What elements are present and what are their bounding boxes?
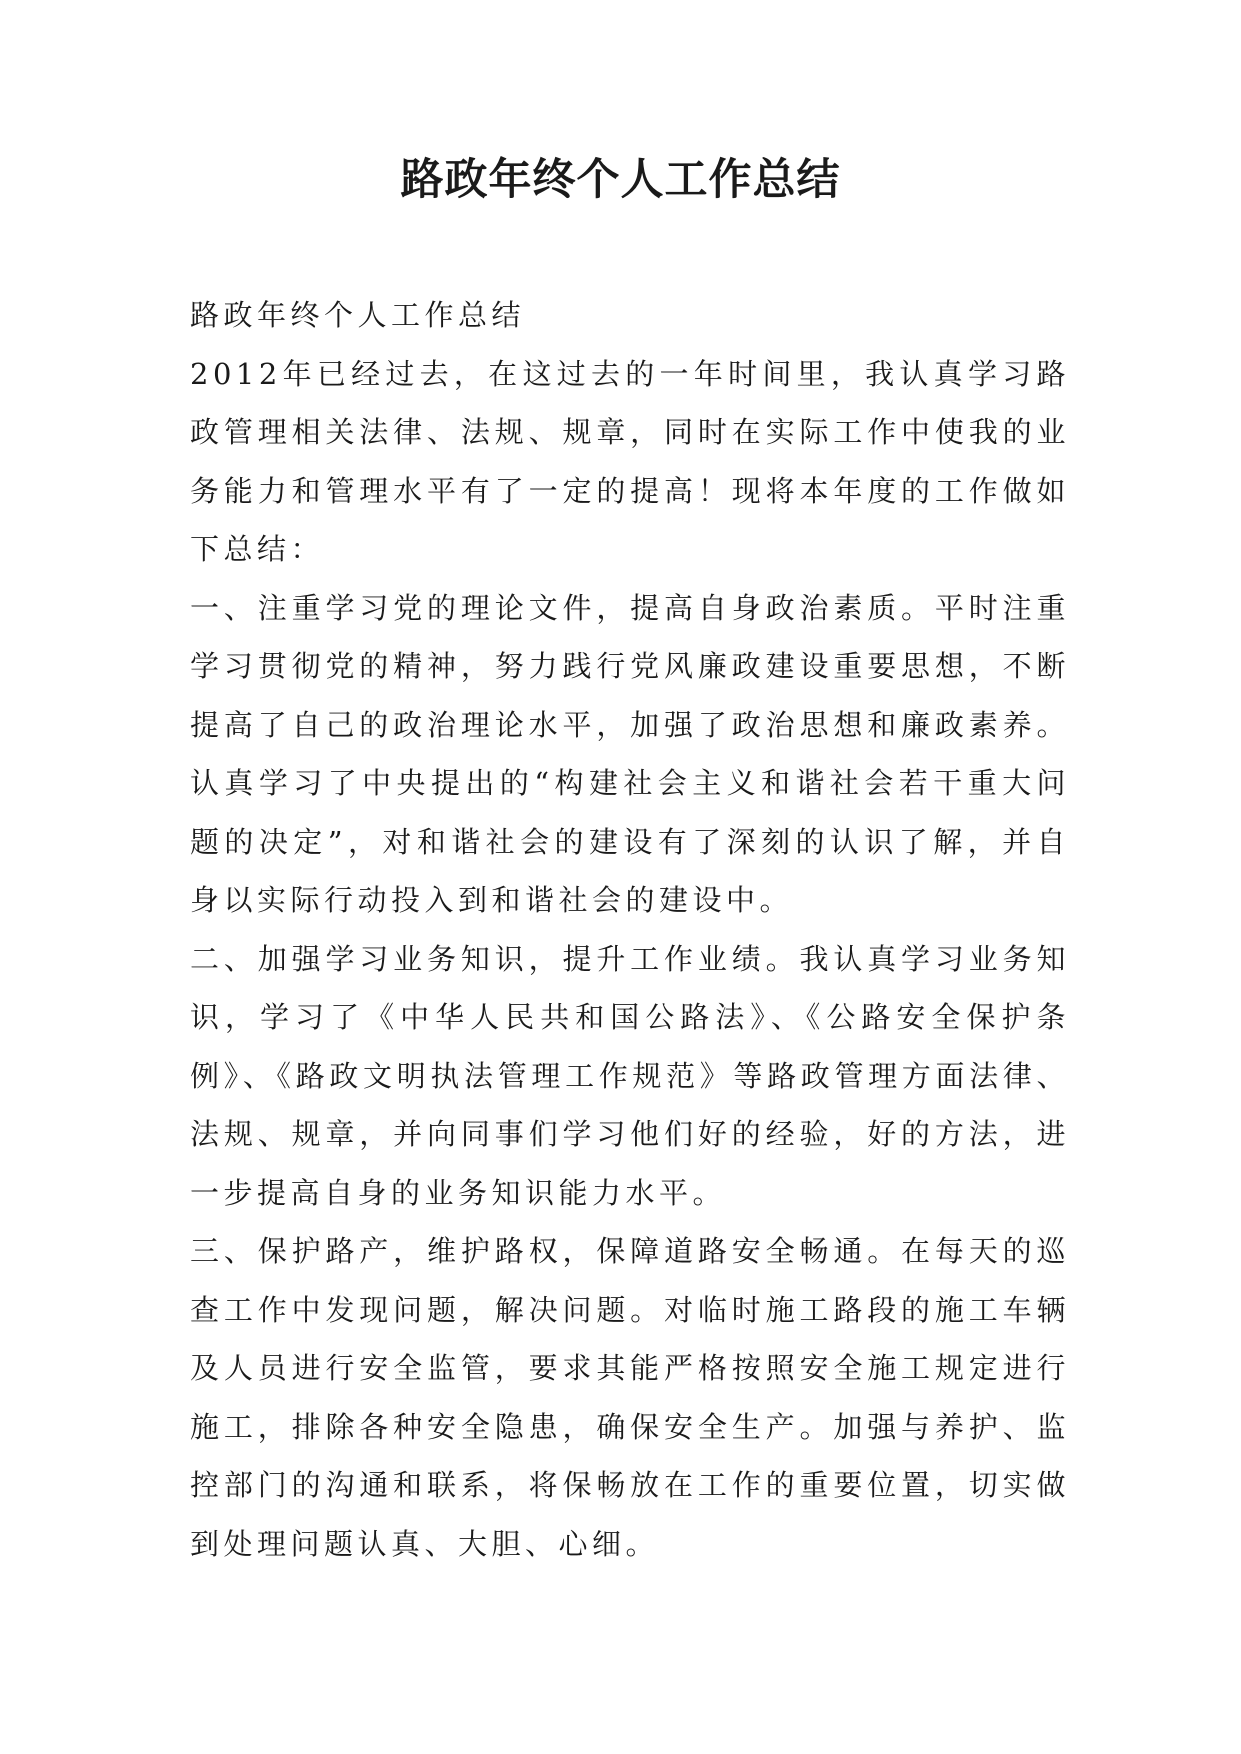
paragraph-section-3: 三、保护路产，维护路权，保障道路安全畅通。在每天的巡查工作中发现问题，解决问题。对临时施工路段的施工车辆及人员进行安全监管，要求其能严格按照安全施工规定进行施工，排除各种安全隐患，确保安全生产。加强与养护、监控部门的沟通和联系，将保畅放在工作的重要位置，切实做到处理问题认真、大胆、心细。 — [190, 1234, 1070, 1561]
paragraph-subtitle: 路政年终个人工作总结 — [190, 298, 526, 332]
paragraph-intro: 2012年已经过去，在这过去的一年时间里，我认真学习路政管理相关法律、法规、规章，同时在实际工作中使我的业务能力和管理水平有了一定的提高！现将本年度的工作做如下总结： — [190, 356, 1070, 566]
paragraph-section-1: 一、注重学习党的理论文件，提高自身政治素质。平时注重学习贯彻党的精神，努力践行党风廉政建设重要思想，不断提高了自己的政治理论水平，加强了政治思想和廉政素养。认真学习了中央提出的“构建社会主义和谐社会若干重大问题的决定”，对和谐社会的建设有了深刻的认识了解，并自身以实际行动投入到和谐社会的建设中。 — [190, 590, 1070, 917]
page-title: 路政年终个人工作总结 — [400, 155, 841, 205]
document-body — [190, 286, 1070, 1573]
paragraph-section-2: 二、加强学习业务知识，提升工作业绩。我认真学习业务知识，学习了《中华人民共和国公路法》、《公路安全保护条例》、《路政文明执法管理工作规范》等路政管理方面法律、法规、规章，并向同事们学习他们好的经验，好的方法，进一步提高自身的业务知识能力水平。 — [190, 941, 1070, 1210]
